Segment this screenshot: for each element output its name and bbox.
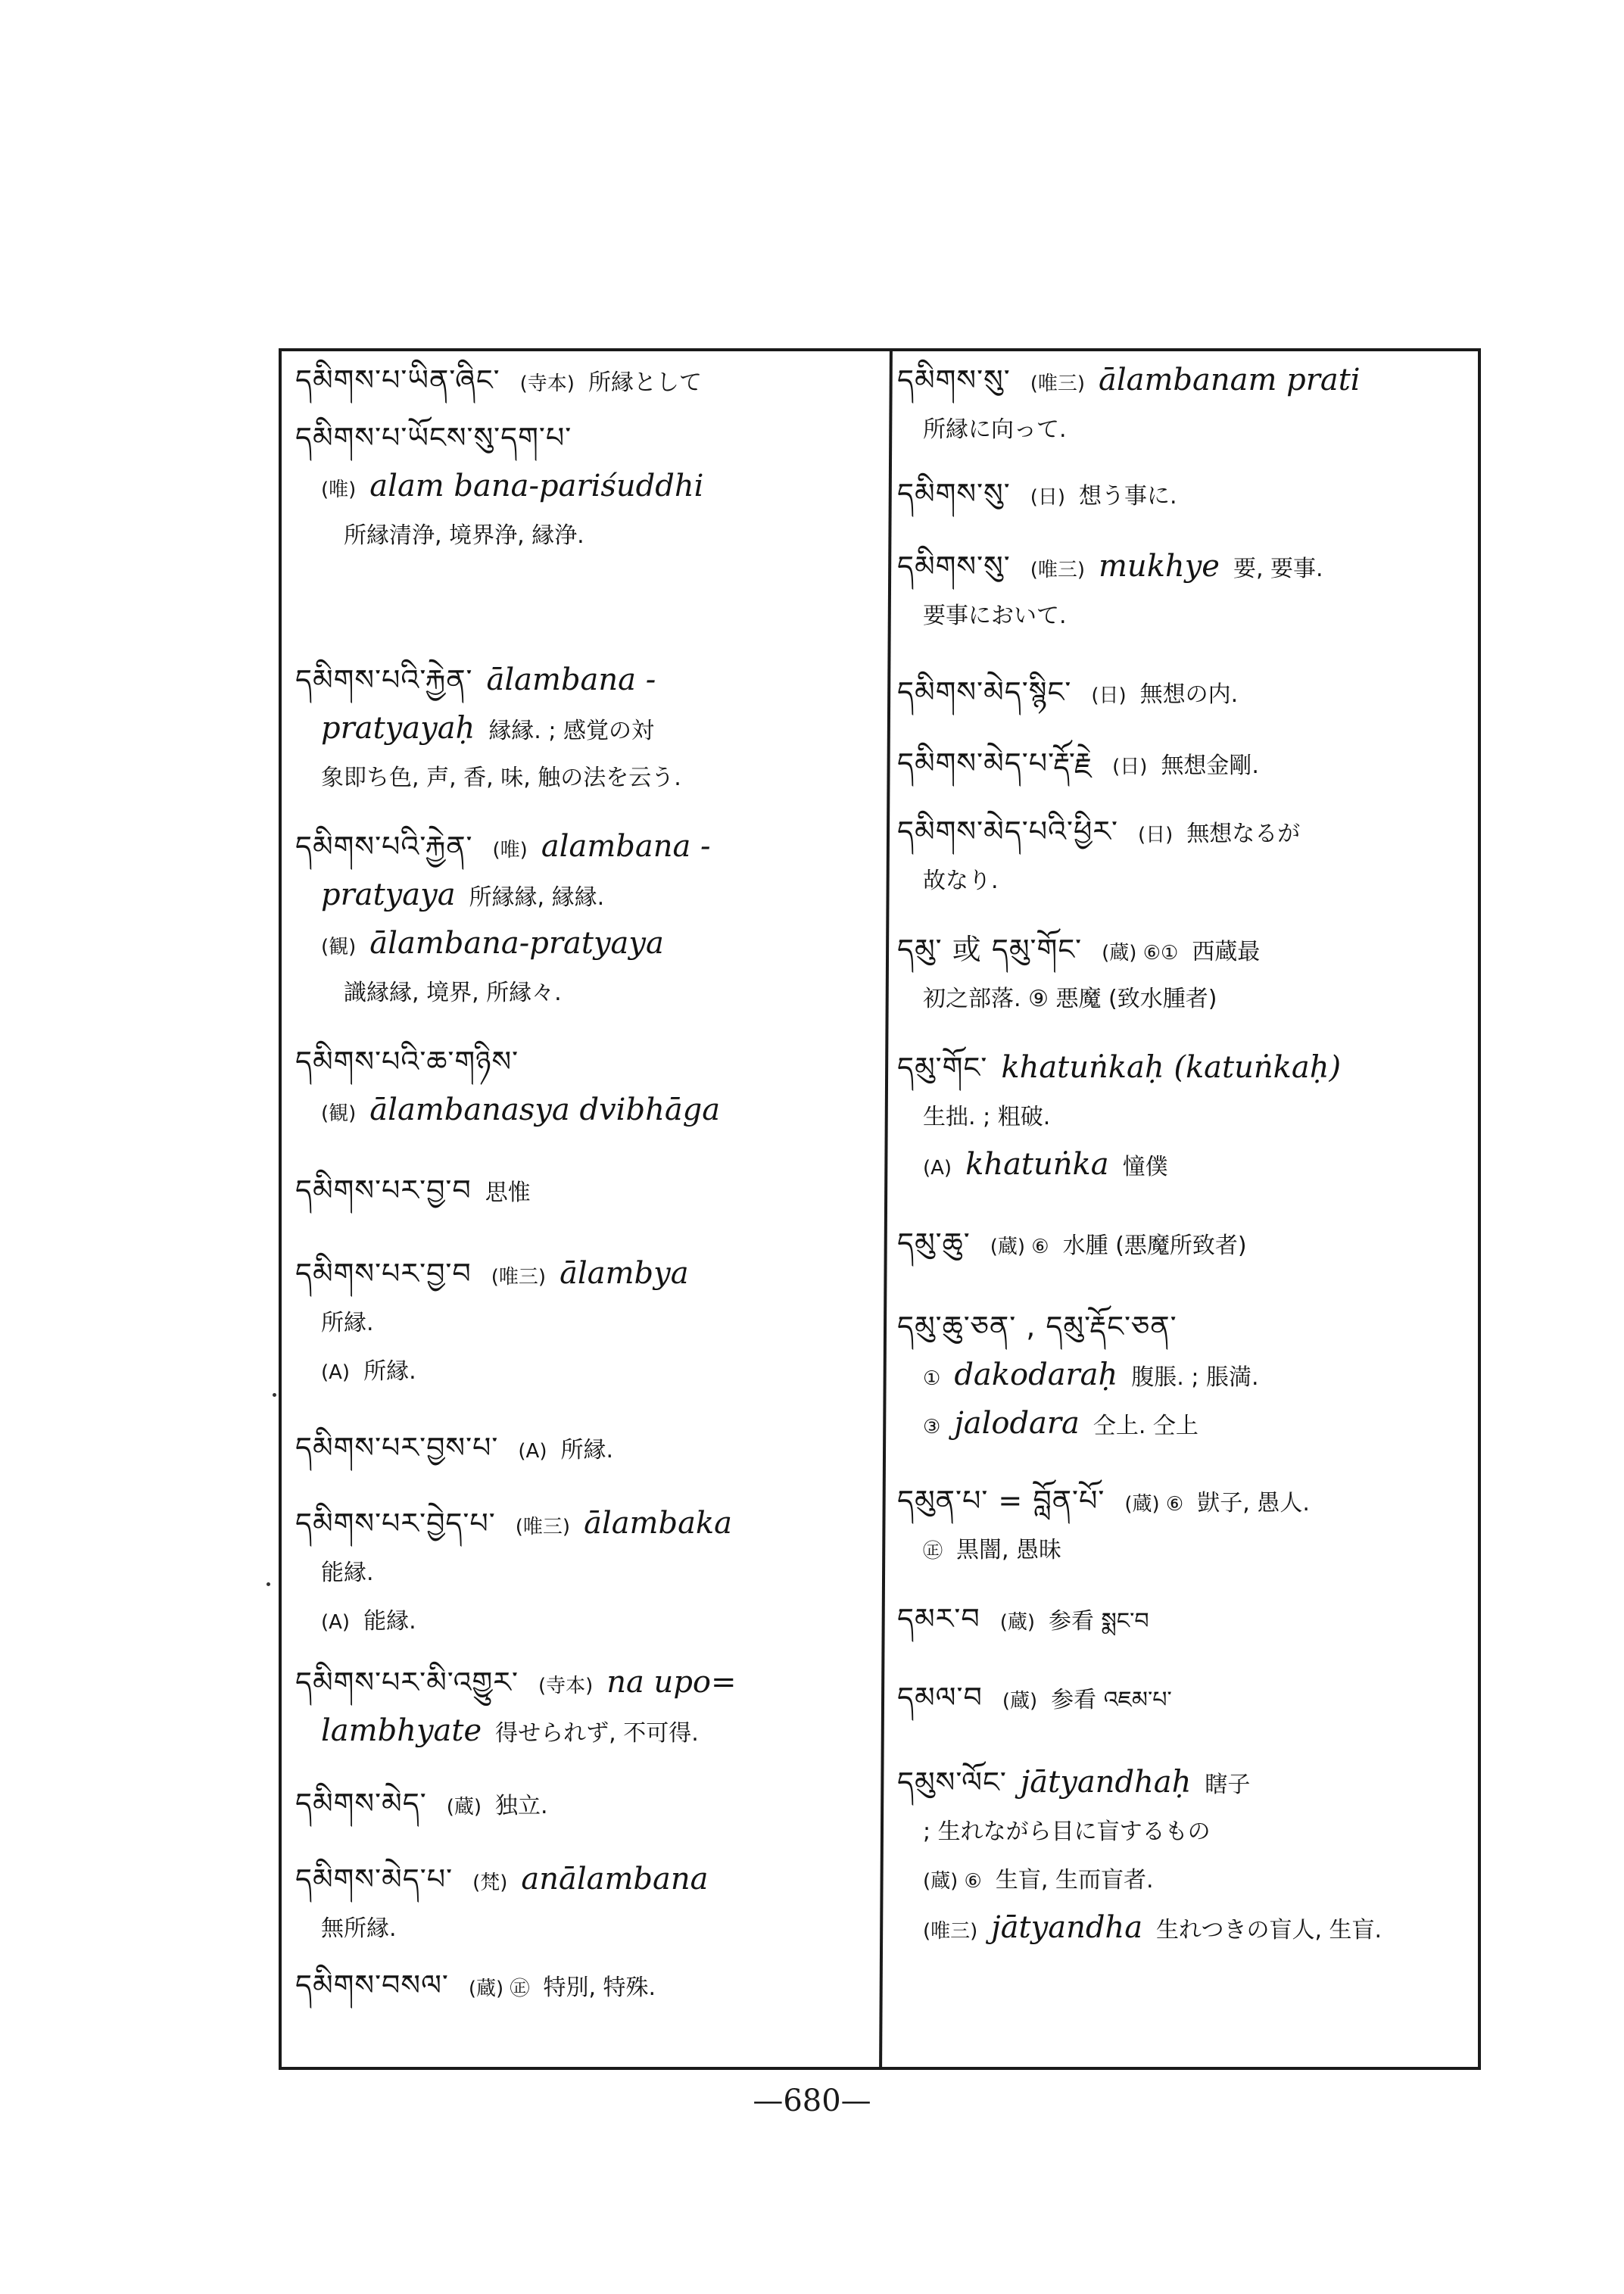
sanskrit-term: jātyandha (991, 1910, 1143, 1945)
scan-speck (267, 1582, 270, 1586)
dictionary-entry (295, 1499, 878, 1644)
entry-line (295, 510, 878, 559)
tibetan-headword: དམིགས་མེད་པ་རྡོ་རྗེ (897, 746, 1093, 780)
dictionary-entry (897, 925, 1473, 1022)
entry-line (897, 1758, 1473, 1806)
tibetan-headword: དམིགས་པར་བྱས་པ་ (295, 1431, 499, 1464)
japanese-gloss: 所縁として (588, 369, 702, 396)
japanese-gloss: 無想の内. (1139, 681, 1239, 708)
tibetan-headword: དམིགས་མེད་ (295, 1787, 427, 1820)
source-abbrev: ③ (923, 1416, 941, 1438)
source-abbrev: (蔵) ⑥① (1102, 942, 1179, 965)
japanese-gloss: 思惟 (485, 1180, 531, 1206)
entry-line (295, 462, 878, 510)
japanese-gloss: 初之部落. ⑨ 悪魔 (致水腫者) (923, 986, 1217, 1012)
source-abbrev: (日) (1091, 684, 1127, 707)
source-abbrev: (A) (321, 1611, 351, 1634)
entry-line (897, 1673, 1473, 1722)
tibetan-headword: དམིགས་མེད་པ་ (295, 1862, 454, 1896)
entry-line (295, 1423, 878, 1472)
sanskrit-term: khatuṅka (965, 1147, 1109, 1182)
tibetan-headword: དམིགས་པར་བྱ་བ (295, 1257, 472, 1290)
source-abbrev: (梵) (472, 1872, 508, 1894)
japanese-gloss: 想う事に. (1079, 483, 1177, 510)
entry-line (897, 1043, 1473, 1092)
sanskrit-term: ālambaka (584, 1506, 733, 1541)
dictionary-entry (295, 413, 878, 559)
dictionary-entry (295, 1166, 878, 1214)
dictionary-entry (295, 1423, 878, 1472)
japanese-gloss: 瞎子 (1205, 1772, 1251, 1798)
sanskrit-term: alambana - (541, 829, 711, 864)
sanskrit-term: jalodara (954, 1406, 1080, 1441)
entry-line (897, 668, 1473, 716)
source-abbrev: (唯) (321, 478, 357, 501)
source-abbrev: (蔵) (1002, 1690, 1038, 1713)
entry-line (295, 1903, 878, 1952)
source-abbrev: (観) (321, 1102, 357, 1125)
entry-line (897, 591, 1473, 639)
source-abbrev: (蔵) ㊣ (468, 1978, 530, 2000)
entry-line (295, 1499, 878, 1548)
japanese-gloss: 参看 འཇམ་པ་ (1051, 1687, 1172, 1713)
japanese-gloss: 要事において. (923, 603, 1067, 629)
japanese-gloss: 縁縁. ; 感覚の対 (488, 718, 655, 744)
sanskrit-term: anālambana (521, 1862, 709, 1897)
japanese-gloss: 所縁縁, 縁縁. (469, 884, 605, 911)
sanskrit-term: alam bana-pariśuddhi (369, 469, 704, 503)
source-abbrev: (蔵) ⑥ (990, 1236, 1049, 1258)
tibetan-headword: དམིགས་མེད་པའི་ཕྱིར་ (897, 815, 1119, 848)
japanese-gloss: 要, 要事. (1233, 556, 1323, 582)
tibetan-headword: དམུ་ 或 དམུ་གོང་ (897, 933, 1083, 966)
entry-line (897, 1140, 1473, 1189)
dictionary-entry (897, 668, 1473, 716)
dictionary-entry (897, 1673, 1473, 1722)
sanskrit-term: dakodaraḥ (954, 1357, 1118, 1392)
japanese-gloss: 生拙. ; 粗破. (923, 1104, 1051, 1130)
entry-line (295, 1037, 878, 1086)
tibetan-headword: དམིགས་པ་ཡོངས་སུ་དག་པ་ (295, 421, 572, 454)
japanese-gloss: 所縁に向って. (923, 416, 1067, 443)
dictionary-entry (897, 1594, 1473, 1643)
source-abbrev: (観) (321, 936, 357, 958)
japanese-gloss: 無想なるが (1186, 821, 1301, 847)
entry-line (897, 1806, 1473, 1855)
dictionary-entry (897, 1043, 1473, 1189)
entry-line (295, 1249, 878, 1298)
dictionary-entry (897, 356, 1473, 453)
sanskrit-term: pratyaya (321, 877, 456, 912)
tibetan-headword: དམུས་ལོང་ (897, 1766, 1007, 1799)
entry-line (897, 1302, 1473, 1351)
japanese-gloss: 無想金剛. (1161, 753, 1259, 779)
entry-line (897, 469, 1473, 518)
dictionary-entry (295, 1779, 878, 1828)
source-abbrev: (唯三) (923, 1920, 978, 1943)
sanskrit-term: na upo= (606, 1665, 737, 1700)
dictionary-entry (295, 1658, 878, 1755)
japanese-gloss: 生盲, 生而盲者. (995, 1867, 1154, 1893)
tibetan-headword: དམིགས་སུ་ (897, 363, 1011, 397)
page-number: —680— (753, 2084, 871, 2118)
tibetan-headword: དམུ་ཆུ་ (897, 1226, 971, 1260)
tibetan-headword: དམུན་པ་ = བློན་པོ་ (897, 1484, 1105, 1517)
japanese-gloss: 仝上. 仝上 (1093, 1413, 1199, 1439)
source-abbrev: (寺本) (538, 1675, 594, 1697)
source-abbrev: ㊣ (923, 1540, 943, 1563)
tibetan-headword: དམིགས་པར་བྱ་བ (295, 1173, 472, 1207)
japanese-gloss: 参看 སྨང་བ (1049, 1608, 1149, 1635)
source-abbrev: (唯三) (491, 1266, 547, 1289)
entry-line (897, 404, 1473, 453)
tibetan-headword: དམིགས་སུ་ (897, 550, 1011, 583)
japanese-gloss: 特別, 特殊. (543, 1975, 656, 2001)
japanese-gloss: 獃子, 愚人. (1197, 1490, 1310, 1516)
entry-line (295, 822, 878, 871)
source-abbrev: (唯三) (515, 1516, 571, 1538)
entry-line (295, 753, 878, 801)
tibetan-headword: དམིགས་པའི་རྐྱེན་ (295, 663, 473, 697)
tibetan-headword: དམིགས་པར་མི་འགྱུར་ (295, 1666, 519, 1699)
entry-line (897, 1092, 1473, 1140)
tibetan-headword: དམིགས་བསལ་ (295, 1968, 449, 2002)
tibetan-headword: དམུ་ཆུ་ཅན་ , དམུ་རྡོང་ཅན་ (897, 1310, 1177, 1343)
dictionary-entry (897, 1302, 1473, 1448)
sanskrit-term: ālambya (560, 1256, 689, 1291)
dictionary-entry (897, 469, 1473, 518)
source-abbrev: (唯三) (1030, 559, 1085, 581)
entry-line (295, 704, 878, 753)
dictionary-entry (295, 356, 878, 404)
entry-line (295, 1779, 878, 1828)
japanese-gloss: 故なり. (923, 868, 999, 894)
tibetan-headword: དམར་བ (897, 1602, 980, 1635)
japanese-gloss: 識縁縁, 境界, 所縁々. (344, 980, 562, 1006)
source-abbrev: (A) (321, 1361, 351, 1384)
source-abbrev: (日) (1112, 756, 1148, 778)
sanskrit-term: ālambanasya dvibhāga (369, 1092, 721, 1127)
dictionary-entry (295, 1037, 878, 1134)
japanese-gloss: 無所縁. (321, 1915, 397, 1942)
entry-line (295, 1596, 878, 1644)
japanese-gloss: 独立. (495, 1793, 548, 1819)
entry-line (295, 1548, 878, 1596)
entry-line (295, 1961, 878, 2009)
tibetan-headword: དམིགས་པར་བྱེད་པ་ (295, 1507, 496, 1540)
entry-line (897, 1525, 1473, 1573)
dictionary-entry (897, 807, 1473, 904)
sanskrit-term: lambhyate (321, 1713, 482, 1748)
entry-line (897, 1855, 1473, 1903)
tibetan-headword: དམིགས་སུ་ (897, 477, 1011, 510)
dictionary-entry (295, 822, 878, 1016)
sanskrit-term: ālambana - (486, 662, 656, 697)
dictionary-entry (897, 1758, 1473, 1952)
dictionary-entry (295, 1249, 878, 1395)
entry-line (295, 919, 878, 968)
tibetan-headword: དམུ་གོང་ (897, 1051, 988, 1084)
japanese-gloss: ; 生れながら目に盲するもの (923, 1819, 1211, 1845)
source-abbrev: (蔵) ⑥ (923, 1870, 982, 1893)
entry-line (295, 1658, 878, 1706)
entry-line (295, 656, 878, 704)
tibetan-headword: དམིགས་པ་ཡིན་ཞིང་ (295, 363, 500, 397)
entry-line (897, 739, 1473, 787)
entry-line (897, 542, 1473, 591)
entry-line (897, 1219, 1473, 1267)
dictionary-entry (295, 1855, 878, 1952)
sanskrit-term: mukhye (1099, 549, 1220, 584)
tibetan-headword: དམལ་བ (897, 1681, 983, 1714)
japanese-gloss: 得せられず, 不可得. (495, 1720, 699, 1747)
entry-line (897, 356, 1473, 404)
source-abbrev: (寺本) (519, 372, 575, 395)
dictionary-entry (295, 1961, 878, 2009)
entry-line (897, 1903, 1473, 1952)
dictionary-entry (897, 1476, 1473, 1573)
entry-line (897, 1476, 1473, 1525)
source-abbrev: (日) (1030, 486, 1065, 509)
entry-line (295, 356, 878, 404)
source-abbrev: (蔵) ⑥ (1124, 1493, 1184, 1516)
dictionary-entry (897, 1219, 1473, 1267)
japanese-gloss: 憧僕 (1122, 1154, 1168, 1180)
japanese-gloss: 腹脹. ; 脹満. (1131, 1364, 1259, 1391)
entry-line (897, 1399, 1473, 1448)
source-abbrev: (A) (923, 1157, 952, 1180)
tibetan-headword: དམིགས་པའི་ཆ་གཉིས་ (295, 1045, 519, 1078)
dictionary-entry (897, 542, 1473, 639)
japanese-gloss: 所縁清浄, 境界浄, 縁浄. (344, 522, 584, 549)
japanese-gloss: 所縁. (560, 1437, 614, 1463)
tibetan-headword: དམིགས་པའི་རྐྱེན་ (295, 830, 473, 863)
entry-line (897, 1594, 1473, 1643)
entry-line (295, 1086, 878, 1134)
tibetan-headword: དམིགས་མེད་སྙིང་ (897, 675, 1072, 709)
entry-line (295, 1298, 878, 1346)
entry-line (295, 968, 878, 1016)
entry-line (295, 871, 878, 919)
entry-line (897, 974, 1473, 1022)
japanese-gloss: 能縁. (363, 1608, 416, 1635)
japanese-gloss: 象即ち色, 声, 香, 味, 触の法を云う. (321, 765, 681, 791)
entry-line (897, 856, 1473, 904)
entry-line (295, 1166, 878, 1214)
source-abbrev: (日) (1138, 824, 1174, 846)
sanskrit-term: ālambanam prati (1099, 363, 1361, 397)
source-abbrev: (唯) (492, 839, 528, 862)
japanese-gloss: 所縁. (321, 1310, 374, 1336)
entry-line (295, 1706, 878, 1755)
source-abbrev: (蔵) (446, 1796, 482, 1819)
source-abbrev: ① (923, 1367, 941, 1390)
entry-line (295, 1346, 878, 1395)
japanese-gloss: 水腫 (悪魔所致者) (1062, 1233, 1247, 1259)
entry-line (295, 1855, 878, 1903)
source-abbrev: (唯三) (1030, 372, 1085, 395)
sanskrit-term: ālambana-pratyaya (369, 926, 664, 961)
dictionary-entry (897, 739, 1473, 787)
entry-line (897, 925, 1473, 974)
entry-line (295, 413, 878, 462)
japanese-gloss: 黒闇, 愚昧 (956, 1537, 1062, 1563)
sanskrit-term: pratyayaḥ (321, 711, 475, 746)
entry-line (897, 1351, 1473, 1399)
japanese-gloss: 西蔵最 (1192, 939, 1261, 965)
japanese-gloss: 生れつきの盲人, 生盲. (1156, 1917, 1382, 1943)
sanskrit-term: khatuṅkaḥ (katuṅkaḥ) (1001, 1050, 1342, 1085)
source-abbrev: (A) (518, 1440, 547, 1463)
japanese-gloss: 能縁. (321, 1560, 374, 1586)
entry-line (897, 807, 1473, 856)
scan-speck (273, 1393, 276, 1397)
source-abbrev: (蔵) (999, 1611, 1035, 1634)
sanskrit-term: jātyandhaḥ (1020, 1765, 1192, 1800)
dictionary-entry (295, 656, 878, 801)
japanese-gloss: 所縁. (363, 1358, 416, 1385)
